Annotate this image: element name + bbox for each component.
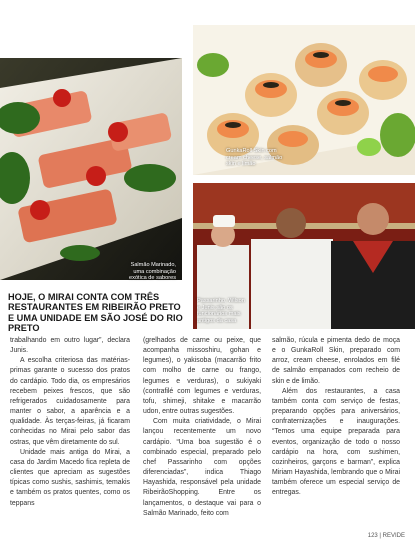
magazine-name: REVIDE [382, 533, 405, 539]
caption-line: funcionários mais [197, 311, 241, 318]
gunkaroll-caption [226, 148, 296, 168]
paragraph: (grelhados de carne ou peixe, que acompanha missoshiru, gohan e legumes), o yakisoba (macarrão frito com molho de carne ou frango, legumes e verduras), o sukiyaki (contrafilé com legumes e verduras, tofu, shimeji, shitake e macarrão udon, entre outras sugestões. [143, 337, 261, 416]
article-column-3 [272, 336, 400, 499]
caption-line: uma combinação [133, 268, 176, 275]
paragraph: A escolha criteriosa das matérias-primas garante o sucesso dos pratos do cardápio. Todo dia, os empresários recebem peixes frescos, que são refrigerados cuidadosamente para manter o sabor, a aparência e a qualidade. Às terças-feiras, já ficaram conhecidas no Mirai pelo sabor das ostras, que vêm diretamente do sul. [10, 357, 130, 446]
salmon-photo [0, 58, 182, 280]
paragraph: salmão, rúcula e pimenta dedo de moça e o GunkaRoll Skin, preparado com arroz, cream cheese, enrolados em filé de salmão empanados com recheio de skin e de limão. [272, 337, 400, 385]
caption-line: Passarinho, Wilson [197, 298, 245, 304]
staff-caption [197, 298, 263, 324]
caption-line: exótica de sabores [129, 275, 176, 282]
caption-line: e Junis são os [197, 304, 233, 311]
paragraph: Com muita criatividade, o Mirai lançou recentemente um novo cardápio. “Uma boa sugestão é o combinado especial, preparado pelo chef Passarinho com opções diferenciadas”, indica Thiago Hayashida, responsável pela unidade RibeirãoShopping. Entre os lançamentos, o destaque vai para o Salmão Marinado, feito com [143, 418, 261, 517]
article-headline: HOJE, O MIRAI CONTA COM TRÊS RESTAURANTES EM RIBEIRÃO PRETO E UMA UNIDADE EM SÃO JOSÉ DO RIO PRETO [8, 292, 183, 334]
page-number: 123 [367, 533, 378, 539]
caption-line: cream cheese, salmão [226, 154, 283, 161]
caption-line: Salmão Marinado, [130, 262, 176, 268]
footer-separator: | [379, 533, 381, 539]
page-footer [368, 533, 405, 539]
salmon-dish-image [0, 58, 182, 280]
paragraph: Além dos restaurantes, a casa também conta com serviço de festas, preparando opções para aniversários, confraternizações e inaugurações. “Temos uma equipe preparada para eventos, organização de todo o nosso cardápio na hora, com sushimen, cozinheiros, garçons e barman”, explica Miriam Hayashida, lembrando que o Mirai também oferece um especial serviço de entregas. [272, 387, 400, 497]
article-column-1 [10, 336, 130, 509]
paragraph: Unidade mais antiga do Mirai, a casa do Jardim Macedo fica repleta de clientes que apreciam as sugestões típicas como sushis, sashimis, temakis e também os pratos quentes, como os teppans [10, 448, 130, 507]
article-column-2 [143, 336, 261, 519]
caption-line: skin e limão [226, 161, 256, 168]
caption-line: GunkaRoll Skin com [226, 148, 277, 154]
salmon-caption [112, 262, 176, 282]
caption-line: antigos da casa [197, 317, 237, 324]
paragraph: trabalhando em outro lugar”, declara Junis. [10, 337, 130, 355]
